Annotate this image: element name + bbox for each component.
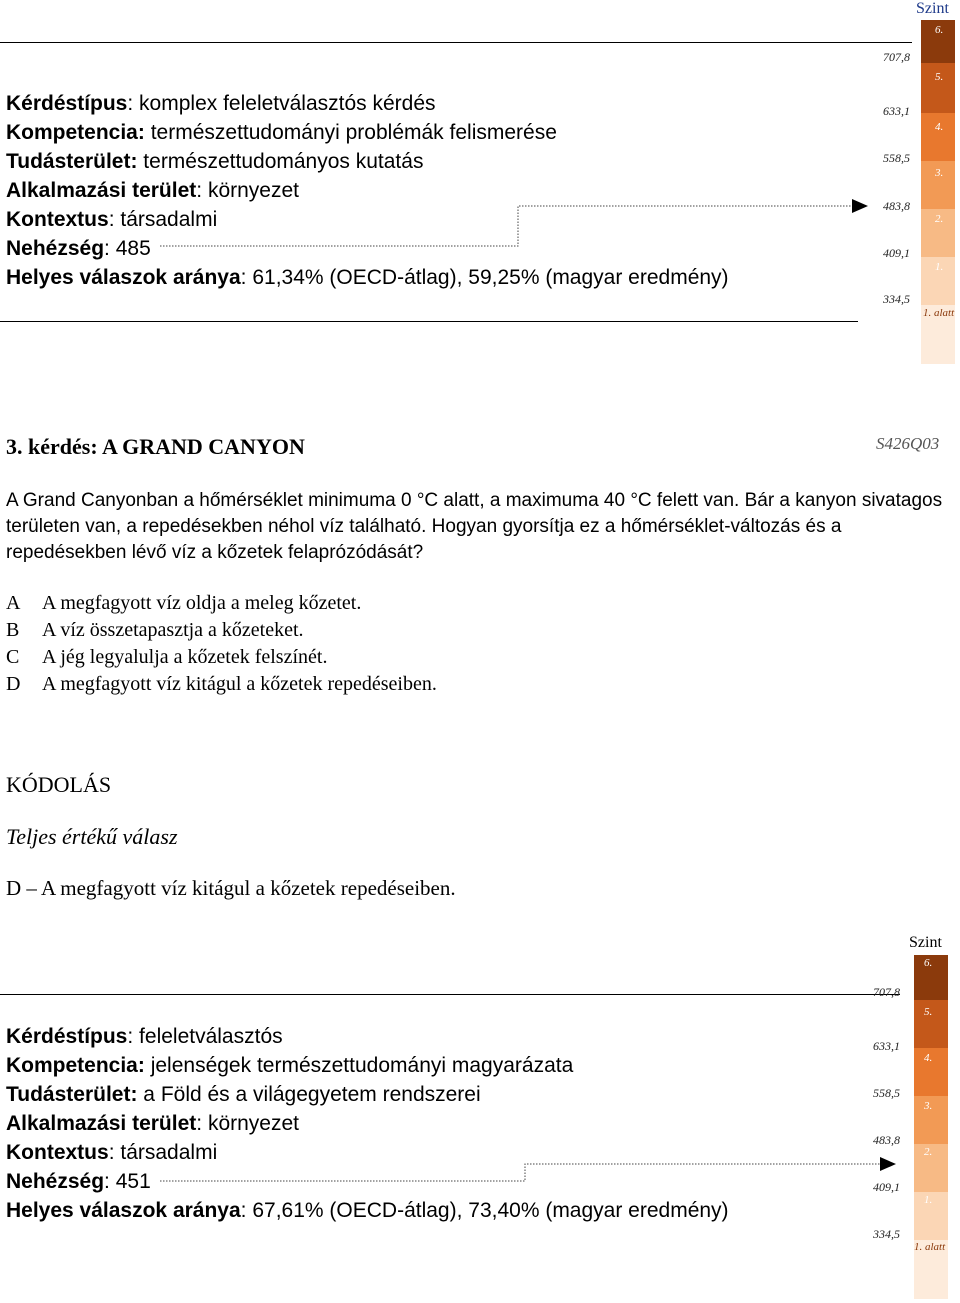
divider-1-bottom — [0, 321, 858, 322]
scale-value: 409,1 — [883, 246, 910, 260]
scale-value: 334,5 — [883, 292, 910, 306]
level-3: 3. — [921, 161, 955, 209]
option-c[interactable]: C A jég legyalulja a kőzetek felszínét. — [6, 646, 328, 668]
meta-line-difficulty: Nehézség: 485 — [6, 237, 151, 260]
divider-1-top — [0, 42, 912, 43]
level-bar-1 — [921, 20, 955, 364]
level-4: 4. — [921, 113, 955, 161]
meta-line-application: Alkalmazási terület: környezet — [6, 179, 299, 202]
level-2: 2. — [914, 1144, 948, 1192]
scale-title: Szint — [916, 0, 949, 17]
meta-line-difficulty: Nehézség: 451 — [6, 1170, 151, 1193]
meta-line-competence: Kompetencia: természettudományi problémák felismerése — [6, 121, 557, 144]
scale-value: 334,5 — [873, 1227, 900, 1241]
option-b[interactable]: B A víz összetapasztja a kőzeteket. — [6, 619, 304, 641]
option-a[interactable]: A A megfagyott víz oldja a meleg kőzetet. — [6, 592, 362, 614]
scale-value: 707,8 — [883, 50, 910, 64]
level-below-1: 1. alatt — [914, 1240, 948, 1299]
meta-line-domain: Tudásterület: természettudományos kutatás — [6, 150, 424, 173]
scale-value: 558,5 — [873, 1086, 900, 1100]
question-code: S426Q03 — [876, 434, 940, 453]
meta-line-correct-rate: Helyes válaszok aránya: 61,34% (OECD-átlag), 59,25% (magyar eredmény) — [6, 266, 729, 289]
difficulty-pointer-2 — [0, 1100, 960, 1220]
coding-answer: D – A megfagyott víz kitágul a kőzetek repedéseiben. — [6, 876, 456, 900]
option-d[interactable]: D A megfagyott víz kitágul a kőzetek repedéseiben. — [6, 673, 437, 695]
meta-line-competence: Kompetencia: jelenségek természettudományi magyarázata — [6, 1054, 574, 1077]
level-1: 1. — [914, 1192, 948, 1240]
coding-heading: KÓDOLÁS — [6, 772, 112, 797]
level-2: 2. — [921, 209, 955, 257]
divider-2-top — [0, 994, 900, 995]
level-1: 1. — [921, 257, 955, 305]
meta-line-context: Kontextus: társadalmi — [6, 208, 218, 231]
level-below-1: 1. alatt — [921, 305, 955, 364]
meta-line-type: Kérdéstípus: feleletválasztós — [6, 1025, 283, 1048]
question-intro: A Grand Canyonban a hőmérséklet minimuma 0 °C alatt, a maximuma 40 °C felett van. Bár a kanyon sivatagos területen van, a repedésekben néhol víz található. Hogyan gyorsítja ez a hőmérséklet-változás és a repedésekben lévő víz a kőzetek felaprózódását? — [6, 490, 943, 563]
question-title: 3. kérdés: A GRAND CANYON — [6, 434, 305, 459]
scale-value: 707,8 — [873, 985, 900, 999]
meta-line-application: Alkalmazási terület: környezet — [6, 1112, 299, 1135]
level-5: 5. — [914, 1000, 948, 1048]
level-4: 4. — [914, 1048, 948, 1096]
scale-value: 633,1 — [873, 1039, 900, 1053]
scale-value: 483,8 — [883, 199, 910, 213]
coding-subheading: Teljes értékű válasz — [6, 824, 178, 849]
scale-value: 409,1 — [873, 1180, 900, 1194]
level-6: 6. — [921, 20, 955, 63]
meta-line-context: Kontextus: társadalmi — [6, 1141, 218, 1164]
meta-line-type: Kérdéstípus: komplex feleletválasztós kérdés — [6, 92, 436, 115]
scale-value: 558,5 — [883, 151, 910, 165]
scale-value: 483,8 — [873, 1133, 900, 1147]
scale-title: Szint — [909, 934, 942, 951]
scale-value: 633,1 — [883, 104, 910, 118]
level-3: 3. — [914, 1096, 948, 1144]
meta-line-domain: Tudásterület: a Föld és a világegyetem rendszerei — [6, 1083, 481, 1106]
meta-line-correct-rate: Helyes válaszok aránya: 67,61% (OECD-átlag), 73,40% (magyar eredmény) — [6, 1199, 729, 1222]
difficulty-pointer-1 — [0, 0, 960, 330]
answer-options — [6, 590, 437, 698]
level-6: 6. — [914, 955, 948, 1000]
level-5: 5. — [921, 63, 955, 113]
level-bar-2 — [914, 955, 948, 1299]
